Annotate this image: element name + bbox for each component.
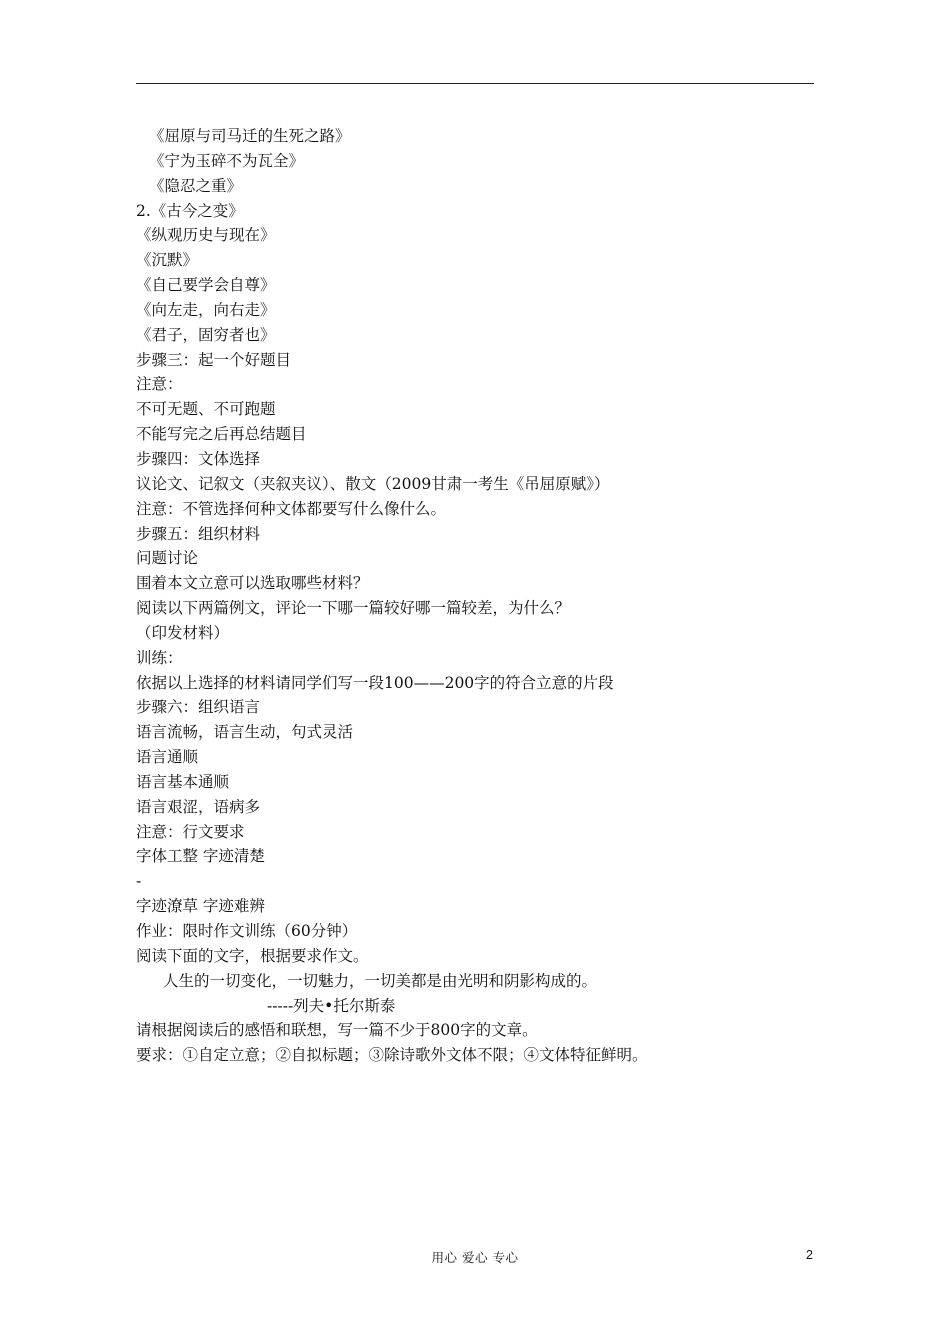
text-line: - <box>136 872 142 891</box>
footer-motto: 用心 爱心 专心 <box>431 1250 519 1265</box>
document-body <box>136 124 816 1068</box>
text-line: 要求：①自定立意；②自拟标题；③除诗歌外文体不限；④文体特征鲜明。 <box>136 1046 648 1065</box>
text-line: 作业：限时作文训练（60分钟） <box>136 922 358 940</box>
text-line: 《屈原与司马迁的生死之路》 <box>149 127 351 145</box>
text-line: 语言艰涩，语病多 <box>136 797 261 816</box>
text-line: 依据以上选择的材料请同学们写一段100——200字的符合立意的片段 <box>136 673 614 692</box>
text-line: 阅读下面的文字，根据要求作文。 <box>136 946 369 965</box>
text-line: 步骤六：组织语言 <box>136 698 261 717</box>
text-line: 议论文、记叙文（夹叙夹议）、散文（2009甘肃一考生《吊屈原赋》） <box>136 474 610 493</box>
text-line: -----列夫•托尔斯泰 <box>267 996 396 1015</box>
text-line: 语言通顺 <box>136 748 199 767</box>
text-line: 《沉默》 <box>136 251 199 270</box>
text-line: （印发材料） <box>136 623 230 642</box>
text-line: 不能写完之后再总结题目 <box>136 425 307 444</box>
text-line: 《纵观历史与现在》 <box>136 226 276 245</box>
text-line: 语言流畅，语言生动，句式灵活 <box>136 723 354 742</box>
text-line: 请根据阅读后的感悟和联想，写一篇不少于800字的文章。 <box>136 1021 538 1040</box>
text-line: 字体工整 字迹清楚 <box>136 847 265 866</box>
text-line: 语言基本通顺 <box>136 772 230 791</box>
text-line: 人生的一切变化，一切魅力，一切美都是由光明和阴影构成的。 <box>163 971 598 990</box>
text-line: 《自己要学会自尊》 <box>136 276 276 295</box>
text-line: 字迹潦草 字迹难辨 <box>136 897 265 916</box>
text-line: 训练： <box>136 648 183 667</box>
text-line: 步骤三：起一个好题目 <box>136 350 292 369</box>
text-line: 围着本文立意可以选取哪些材料？ <box>136 574 369 593</box>
text-line: 步骤五：组织材料 <box>136 524 261 543</box>
text-line: 《君子，固穷者也》 <box>136 325 276 344</box>
text-line: 注意：不管选择何种文体都要写什么像什么。 <box>136 499 447 518</box>
header-rule <box>136 83 814 84</box>
text-line: 阅读以下两篇例文，评论一下哪一篇较好哪一篇较差，为什么？ <box>136 599 571 618</box>
text-line: 步骤四：文体选择 <box>136 449 261 468</box>
text-line: 注意： <box>136 375 183 394</box>
text-line: 《向左走，向右走》 <box>136 300 276 319</box>
text-line: 2.《古今之变》 <box>136 201 244 220</box>
page-number: 2 <box>806 1248 813 1262</box>
text-line: 《宁为玉碎不为瓦全》 <box>149 151 305 170</box>
text-line: 《隐忍之重》 <box>149 176 243 195</box>
text-line: 问题讨论 <box>136 549 199 568</box>
text-line: 不可无题、不可跑题 <box>136 400 276 419</box>
text-line: 注意：行文要求 <box>136 822 245 841</box>
